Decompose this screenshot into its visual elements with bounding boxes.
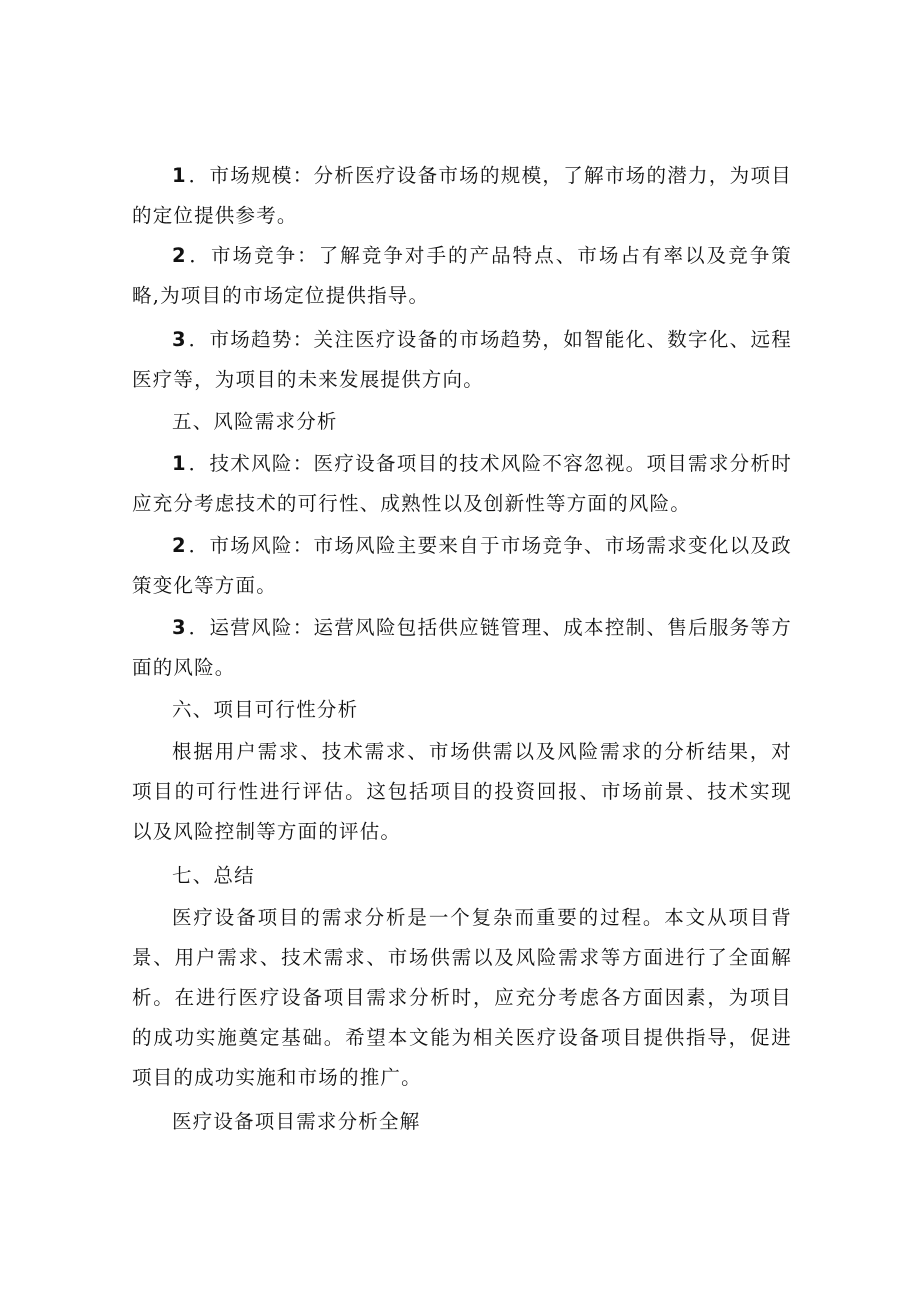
item-number: 1 — [172, 164, 189, 187]
item-text: ．技术风险：医疗设备项目的技术风险不容忽视。项目需求分析时应充分考虑技术的可行性、成熟性以及创新性等方面的风险。 — [132, 452, 792, 515]
footer-title: 医疗设备项目需求分析全解 — [172, 1110, 421, 1133]
item-number: 2 — [172, 534, 189, 557]
market-item-2 — [132, 236, 792, 316]
market-item-3 — [132, 320, 792, 400]
item-text: ．市场风险：市场风险主要来自于市场竞争、市场需求变化以及政策变化等方面。 — [132, 534, 792, 597]
risk-item-2 — [132, 526, 792, 606]
item-number: 1 — [172, 452, 189, 475]
item-number: 3 — [172, 328, 189, 351]
section-heading-risk: 五、风险需求分析 — [172, 410, 338, 433]
summary-body: 医疗设备项目的需求分析是一个复杂而重要的过程。本文从项目背景、用户需求、技术需求、市场供需以及风险需求等方面进行了全面解析。在进行医疗设备项目需求分析时，应充分考虑各方面因素，为项目的成功实施奠定基础。希望本文能为相关医疗设备项目提供指导，促进项目的成功实施和市场的推广。 — [132, 906, 792, 1089]
market-item-1 — [132, 156, 792, 236]
item-text: ．运营风险：运营风险包括供应链管理、成本控制、售后服务等方面的风险。 — [132, 616, 792, 679]
feasibility-body: 根据用户需求、技术需求、市场供需以及风险需求的分析结果，对项目的可行性进行评估。这包括项目的投资回报、市场前景、技术实现以及风险控制等方面的评估。 — [132, 740, 792, 843]
section-heading-summary: 七、总结 — [172, 864, 255, 887]
item-number: 3 — [172, 616, 189, 639]
item-text: ．市场趋势：关注医疗设备的市场趋势，如智能化、数字化、远程医疗等，为项目的未来发展提供方向。 — [132, 328, 792, 391]
item-number: 2 — [172, 244, 189, 267]
risk-item-3 — [132, 608, 792, 688]
item-text: ．市场规模：分析医疗设备市场的规模，了解市场的潜力，为项目的定位提供参考。 — [132, 164, 792, 227]
risk-item-1 — [132, 444, 792, 524]
section-heading-feasibility: 六、项目可行性分析 — [172, 698, 359, 721]
item-text: ．市场竞争：了解竞争对手的产品特点、市场占有率以及竞争策略,为项目的市场定位提供指导。 — [132, 244, 792, 307]
